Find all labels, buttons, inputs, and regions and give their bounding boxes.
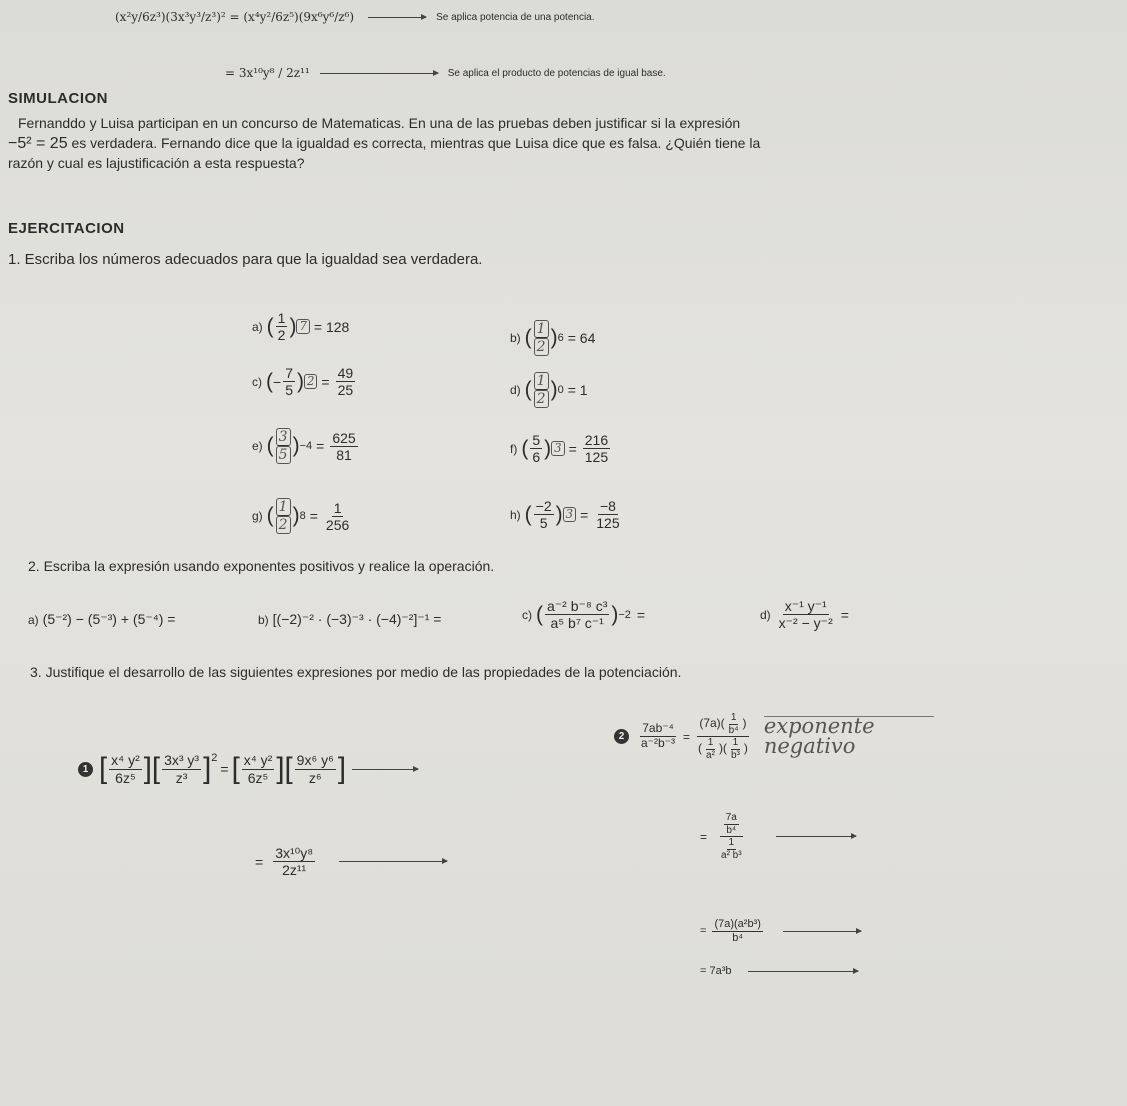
frac-den: a⁻²b⁻³ xyxy=(641,736,676,750)
arrow-icon xyxy=(352,769,418,770)
expr-den: x⁻² − y⁻² xyxy=(778,615,833,632)
answer-box[interactable]: 2 xyxy=(534,338,549,356)
base-num: 5 xyxy=(532,432,541,448)
example-step-2 xyxy=(225,66,666,80)
frac-den-group: ( $\frac{1}{\text{a²}}$ )( $\frac{1}{\text{b³}}$ ) xyxy=(698,737,748,761)
q3-expression-2-step-4 xyxy=(700,965,858,977)
term: b⁴ xyxy=(726,824,737,836)
answer-box[interactable]: 2 xyxy=(276,516,291,534)
example-note-2: Se aplica el producto de potencias de igual base. xyxy=(447,67,666,79)
q3-expression-2-step-2: = $\frac{\frac{7a}{\text{b⁴}}}{\frac{1}{\text{a² b³}}}$ xyxy=(700,812,856,861)
answer-box[interactable]: 2 xyxy=(534,390,549,408)
simulacion-line-1: Fernanddo y Luisa participan en un concurso de Matematicas. En una de las pruebas deben justificar si la expresión xyxy=(18,115,741,131)
equals: = xyxy=(840,606,849,623)
expression: (5⁻²) − (5⁻³) + (5⁻⁴) = xyxy=(42,611,176,627)
frac-num: 7ab⁻⁴ xyxy=(642,721,674,736)
item-label: a) xyxy=(252,319,263,334)
item-label: g) xyxy=(252,509,263,524)
item-label: b) xyxy=(258,612,269,627)
q1-item-f: f) ( $\frac{5}{6}$ ) 3 = $\frac{216}{125}$ xyxy=(510,432,609,466)
item-label: h) xyxy=(510,507,521,522)
q2-item-a xyxy=(28,611,176,628)
q1-item-c: c) ( − $\frac{7}{5}$ ) 2 = $\frac{49}{25}$ xyxy=(252,365,354,399)
q1-item-e: e) ( $\frac{3}{5}$ ) −4 = $\frac{625}{81}$ xyxy=(252,429,356,464)
q1-item-g: g) ( $\frac{1}{2}$ ) 8 = $\frac{1}{256}$ xyxy=(252,499,350,534)
frac-den: b⁴ xyxy=(732,931,744,944)
arrow-icon xyxy=(339,861,447,862)
arrow-icon xyxy=(783,931,861,932)
base-num: 7 xyxy=(285,365,293,381)
simulacion-expression: −5² = 25 xyxy=(8,134,68,152)
answer-box[interactable]: 2 xyxy=(304,374,317,389)
rhs: = 64 xyxy=(567,330,596,347)
frac-num: 3x¹⁰y⁸ xyxy=(275,845,314,861)
answer-box[interactable]: 3 xyxy=(563,507,576,522)
arrow-icon xyxy=(368,17,426,18)
rhs-num: −8 xyxy=(599,498,616,514)
frac-den: z⁶ xyxy=(308,769,322,786)
term: a² b³ xyxy=(721,849,742,861)
item-label: a) xyxy=(28,612,39,627)
frac-num: x⁴ y² xyxy=(111,752,140,769)
expr-den: a⁵ b⁷ c⁻¹ xyxy=(550,615,604,632)
answer-box[interactable]: 3 xyxy=(276,428,291,446)
number-badge-1: 1 xyxy=(78,762,93,777)
rhs-num: 49 xyxy=(337,365,354,381)
question-3: 3. Justifique el desarrollo de las siguientes expresiones por medio de las propiedades de la potenciación. xyxy=(30,664,682,680)
term: b⁴ xyxy=(728,724,739,736)
q3-expression-1: 1 [ $\frac{\text{x⁴ y²}}{\text{6z⁵}}$ ] [ $\frac{\text{3x³ y³}}{\text{z³}}$ ] $^2$ = [ $\frac{\text{x⁴ y²}}{\text{6z⁵}}$ ] [ $\frac{\text{9x⁶ y⁶}}{\text{z⁶}}$ ] xyxy=(78,752,418,786)
arrow-icon xyxy=(776,836,856,837)
answer-box[interactable]: 1 xyxy=(534,372,549,390)
term: b³ xyxy=(730,749,740,761)
arrow-icon xyxy=(320,73,438,74)
q3-expression-1-result: = $\frac{\text{3x¹⁰y⁸}}{\text{2z¹¹}}$ xyxy=(255,845,447,878)
rhs-den: 81 xyxy=(336,446,352,463)
term: 1 xyxy=(730,712,737,723)
rhs-num: 216 xyxy=(584,432,609,448)
rhs-num: 625 xyxy=(332,429,356,446)
frac-den: 6z⁵ xyxy=(115,769,136,786)
frac-num: 3x³ y³ xyxy=(164,752,200,769)
item-label: d) xyxy=(510,383,521,398)
q2-item-b xyxy=(258,611,441,628)
q1-item-h: h) ( $\frac{-2}{5}$ ) 3 = $\frac{-8}{125}$ xyxy=(510,498,620,532)
simulacion-line-2: es verdadera. Fernando dice que la igualdad es correcta, mientras que Luisa dice que es falsa. ¿Quién tiene la xyxy=(71,134,761,151)
base-den: 6 xyxy=(532,449,541,466)
exponent: 8 xyxy=(299,510,306,523)
rhs-den: 125 xyxy=(584,449,609,466)
item-label: b) xyxy=(510,331,521,346)
question-1: 1. Escriba los números adecuados para que la igualdad sea verdadera. xyxy=(8,251,483,268)
exponent: −4 xyxy=(299,440,313,453)
q3-expression-2: 2 $\frac{\text{7ab⁻⁴}}{\text{a⁻²b⁻³}}$ = (7a)( $\frac{1}{\text{b⁴}}$ ) ( $\frac{1}{\text{a²}}$ )( $\frac{1}{\text{b³}}$ ) exponente negativo xyxy=(614,712,934,761)
rhs-den: 25 xyxy=(337,382,354,399)
final-result: = 7a³b xyxy=(700,965,732,977)
answer-box[interactable]: 1 xyxy=(276,498,291,516)
base-num: −2 xyxy=(535,498,552,514)
number-badge-2: 2 xyxy=(614,729,629,744)
example-equation-1: (x²y/6z³)(3x³y³/z³)² = (x⁴y²/6z⁵)(9x⁶y⁶/z⁶) xyxy=(115,10,355,24)
base-den: 5 xyxy=(285,382,293,399)
rhs-den: 256 xyxy=(325,516,350,533)
exponent: 0 xyxy=(557,384,564,397)
expr-num: x⁻¹ y⁻¹ xyxy=(784,598,827,614)
term: 1 xyxy=(732,737,739,748)
q2-item-d xyxy=(760,598,849,631)
example-equation-2: = 3x¹⁰y⁸ / 2z¹¹ xyxy=(225,66,310,80)
item-label: d) xyxy=(760,607,771,622)
sign: − xyxy=(273,373,282,390)
q1-item-a: a) ( $\frac{1}{2}$ ) 7 = 128 xyxy=(252,310,350,344)
ejercitacion-heading: EJERCITACION xyxy=(8,220,125,237)
term: (7a) xyxy=(699,716,721,731)
frac-num: 9x⁶ y⁶ xyxy=(296,752,334,769)
q2-item-c: c) ( $\frac{\text{a⁻² b⁻⁸ c³}}{\text{a⁵ b⁷ c⁻¹}}$ ) −2 = xyxy=(522,598,646,632)
frac-den: 2z¹¹ xyxy=(282,862,307,879)
term: 1 xyxy=(728,837,735,848)
term: a² xyxy=(706,749,715,761)
example-step-1 xyxy=(115,10,595,24)
answer-box[interactable]: 5 xyxy=(276,446,291,464)
frac-den: 6z⁵ xyxy=(247,769,269,786)
rhs: = 1 xyxy=(567,382,588,399)
frac-num-group: (7a)( $\frac{1}{\text{b⁴}}$ ) xyxy=(699,712,747,736)
rhs: = 128 xyxy=(313,318,350,335)
exponent: 6 xyxy=(557,332,564,345)
item-label: f) xyxy=(510,441,518,456)
expression: [(−2)⁻² · (−3)⁻³ · (−4)⁻²]⁻¹ = xyxy=(272,611,442,627)
q1-item-d: d) ( $\frac{1}{2}$ ) 0 = 1 xyxy=(510,373,588,408)
example-note-1: Se aplica potencia de una potencia. xyxy=(436,11,595,23)
item-label: e) xyxy=(252,439,263,454)
simulacion-text xyxy=(8,114,1008,173)
item-label: c) xyxy=(252,374,262,389)
base-den: 2 xyxy=(277,327,286,344)
simulacion-line-2-wrap xyxy=(8,133,1008,155)
exponent: −2 xyxy=(618,608,631,621)
exponent: 2 xyxy=(211,752,218,764)
item-label: c) xyxy=(522,607,532,622)
arrow-icon xyxy=(748,971,858,972)
equals: = xyxy=(636,606,646,623)
rhs-den: 125 xyxy=(596,515,620,532)
base-den: 5 xyxy=(539,515,548,532)
handwritten-note: exponente negativo xyxy=(764,716,934,757)
term: 1 xyxy=(707,737,714,748)
answer-box[interactable]: 1 xyxy=(534,320,549,338)
answer-box[interactable]: 3 xyxy=(551,441,564,456)
q1-item-b: b) ( $\frac{1}{2}$ ) 6 = 64 xyxy=(510,321,596,356)
frac-den: z³ xyxy=(175,769,188,786)
frac-num: x⁴ y² xyxy=(243,752,273,769)
simulacion-line-3: razón y cual es lajustificación a esta respuesta? xyxy=(8,155,305,172)
term: 7a xyxy=(725,812,737,823)
simulacion-heading: SIMULACION xyxy=(8,90,108,107)
base-num: 1 xyxy=(277,310,286,326)
expr-num: a⁻² b⁻⁸ c³ xyxy=(547,598,608,614)
q3-expression-2-step-3: = $\frac{\text{(7a)(a²b³)}}{\text{b⁴}}$ xyxy=(700,918,861,944)
frac-num: (7a)(a²b³) xyxy=(714,918,761,930)
answer-box[interactable]: 7 xyxy=(296,319,309,334)
question-2: 2. Escriba la expresión usando exponentes positivos y realice la operación. xyxy=(28,558,495,574)
rhs-num: 1 xyxy=(333,499,342,516)
